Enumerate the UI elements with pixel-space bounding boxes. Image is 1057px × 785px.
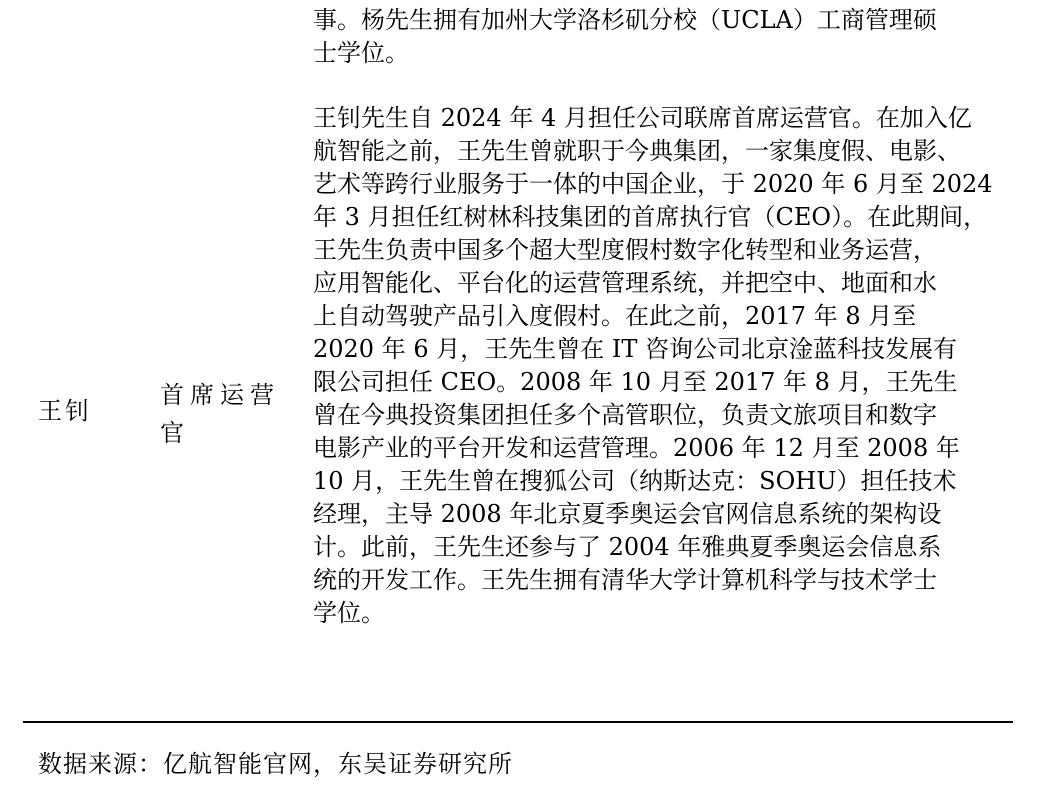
- description-line: 经理，主导 2008 年北京夏季奥运会官网信息系统的架构设: [313, 500, 942, 528]
- description-line: 统的开发工作。王先生拥有清华大学计算机科学与技术学士: [313, 566, 937, 594]
- description-line: 应用智能化、平台化的运营管理系统，并把空中、地面和水: [313, 269, 937, 297]
- data-source-note: 数据来源：亿航智能官网，东吴证券研究所: [38, 750, 513, 778]
- description-line: 10 月，王先生曾在搜狐公司（纳斯达克：SOHU）担任技术: [313, 467, 957, 495]
- description-line: 上自动驾驶产品引入度假村。在此之前，2017 年 8 月至: [313, 302, 917, 330]
- description-line: 王钊先生自 2024 年 4 月担任公司联席首席运营官。在加入亿: [313, 104, 972, 132]
- description-line: 曾在今典投资集团担任多个高管职位，负责文旅项目和数字: [313, 401, 937, 429]
- description-line: 航智能之前，王先生曾就职于今典集团，一家集度假、电影、: [313, 137, 961, 165]
- description-line: 2020 年 6 月，王先生曾在 IT 咨询公司北京淦蓝科技发展有: [313, 335, 957, 363]
- table-bottom-rule: [23, 721, 1013, 723]
- description-line: 学位。: [313, 599, 385, 627]
- executive-description: [313, 102, 1003, 630]
- description-line: 年 3 月担任红树林科技集团的首席执行官（CEO）。在此期间，: [313, 203, 988, 231]
- title-line: 官: [160, 419, 190, 447]
- description-line: 士学位。: [313, 39, 409, 67]
- description-line: 限公司担任 CEO。2008 年 10 月至 2017 年 8 月，王先生: [313, 368, 958, 396]
- executive-name: 王钊: [38, 397, 92, 425]
- description-line: 王先生负责中国多个超大型度假村数字化转型和业务运营，: [313, 236, 937, 264]
- title-line: 首席运营: [160, 381, 280, 409]
- description-line: 计。此前，王先生还参与了 2004 年雅典夏季奥运会信息系: [313, 533, 942, 561]
- description-line: 事。杨先生拥有加州大学洛杉矶分校（UCLA）工商管理硕: [313, 6, 937, 34]
- executive-title: [160, 376, 290, 452]
- description-line: 艺术等跨行业服务于一体的中国企业，于 2020 年 6 月至 2024: [313, 170, 993, 198]
- description-line: 电影产业的平台开发和运营管理。2006 年 12 月至 2008 年: [313, 434, 960, 462]
- previous-row-description: [313, 4, 1003, 70]
